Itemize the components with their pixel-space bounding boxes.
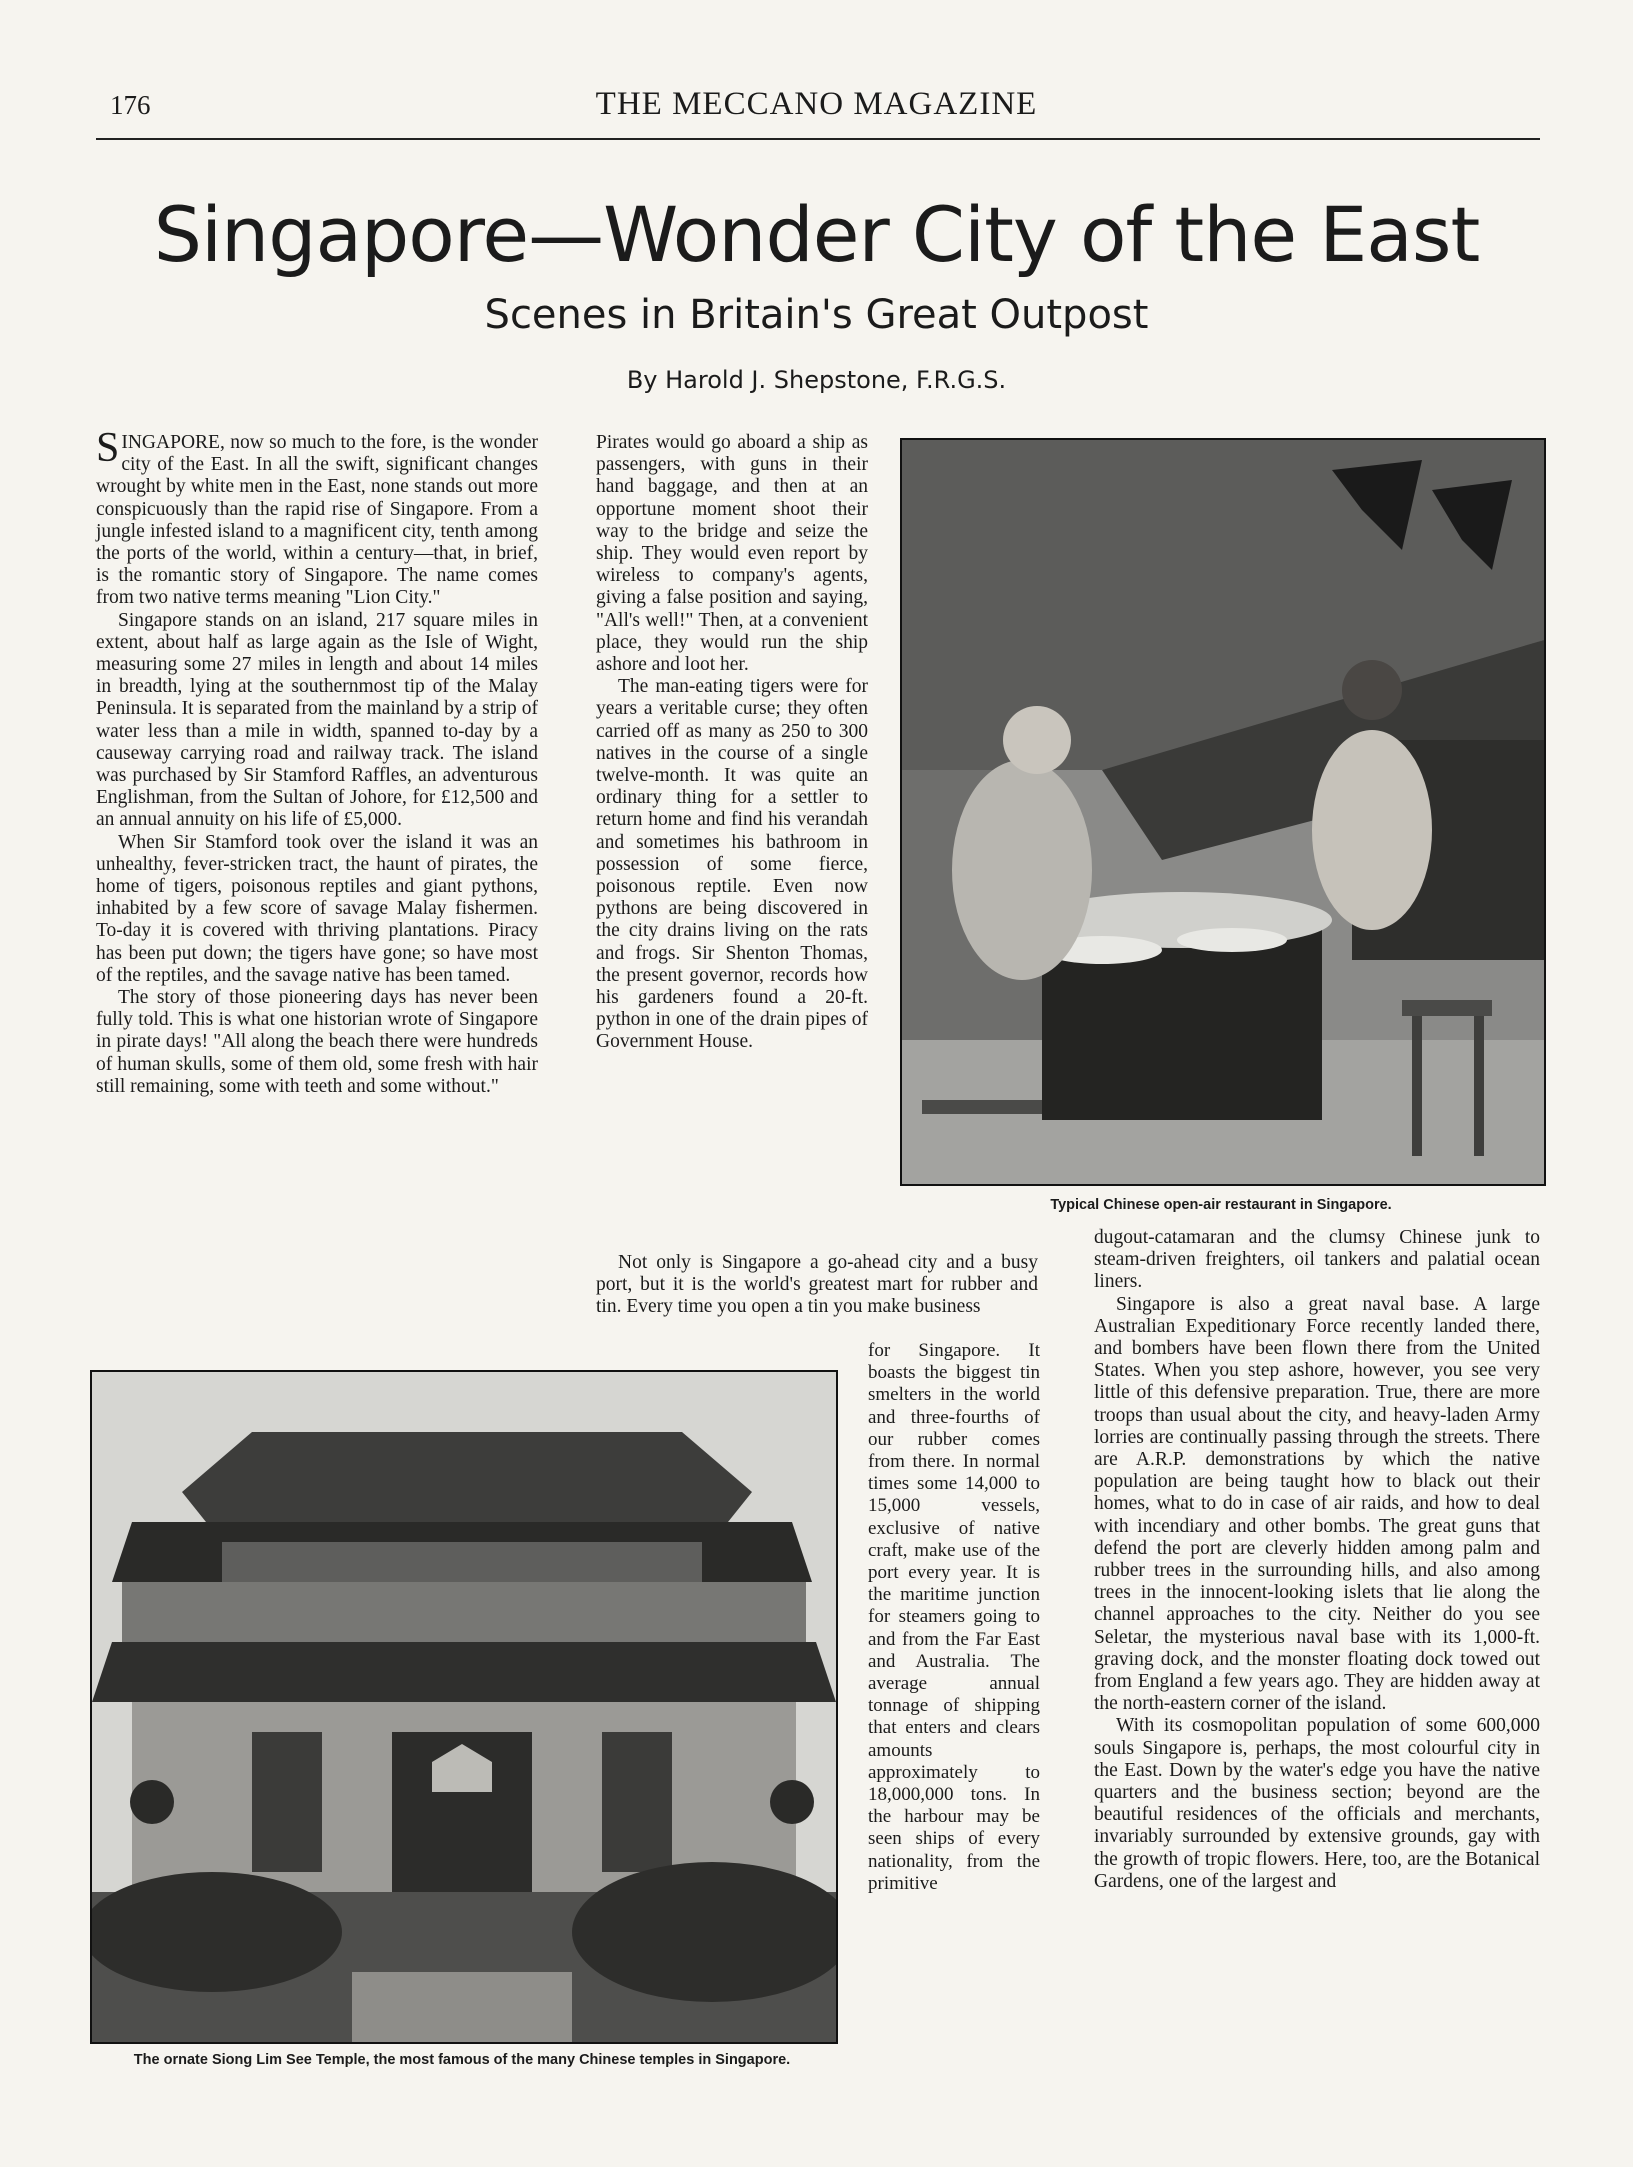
paragraph: for Singapore. It boasts the biggest tin smelters in the world and three-fourths of our rubber comes from there. In normal times some 14,000 to 15,000 vessels, exclusive of native craft, make use of the port every year. It is the maritime junction for steamers going to and from the Far East and Australia. The average annual tonnage of shipping that enters and clears amounts approximately to 18,000,000 tons. In the harbour may be seen ships of every nationality, from the primitive xyxy=(868,1340,1040,1894)
temple-photo-art xyxy=(92,1372,836,2042)
paragraph: With its cosmopolitan population of some 600,000 souls Singapore is, perhaps, the most colourful city in the East. Down by the water's edge you have the native quarters and the business section; beyond are the beautiful residences of the officials and merchants, invariably surrounded by extensive grounds, gay with the growth of tropic flowers. Here, too, are the Botanical Gardens, one of the largest and xyxy=(1094,1715,1540,1892)
restaurant-photo-art xyxy=(902,440,1544,1184)
article-title: Singapore—Wonder City of the East xyxy=(153,190,1480,279)
paragraph: The story of those pioneering days has never been fully told. This is what one historian wrote of Singapore in pirate days! "All along the beach there were hundreds of human skulls, some of them old, some fresh with hair still remaining, some with teeth and some without." xyxy=(96,987,538,1097)
temple-photo xyxy=(90,1370,838,2044)
text-column-1 xyxy=(96,425,538,1098)
paragraph xyxy=(96,425,538,610)
article-subtitle: Scenes in Britain's Great Outpost xyxy=(484,292,1149,338)
header-rule xyxy=(96,138,1540,140)
paragraph: dugout-catamaran and the clumsy Chinese junk to steam-driven freighters, oil tankers and palatial ocean liners. xyxy=(1094,1227,1540,1293)
text-column-2-wide xyxy=(596,1252,1038,1319)
article-byline: By Harold J. Shepstone, F.R.G.S. xyxy=(626,366,1007,394)
paragraph: Not only is Singapore a go-ahead city and a busy port, but it is the world's greatest mart for rubber and tin. Every time you open a tin you make business xyxy=(596,1252,1038,1318)
paragraph: Pirates would go aboard a ship as passengers, with guns in their hand baggage, and then at an opportune moment shoot their way to the bridge and seize the ship. They would even report by wireless to company's agents, giving a false position and saying, "All's well!" Then, at a convenient place, they would run the ship ashore and loot her. xyxy=(596,432,868,676)
paragraph: Singapore stands on an island, 217 square miles in extent, about half as large again as the Isle of Wight, measuring some 27 miles in length and about 14 miles in breadth, lying at the southernmost tip of the Malay Peninsula. It is separated from the mainland by a strip of water less than a mile in width, spanned to-day by a causeway carrying road and railway track. The island was purchased by Sir Stamford Raffles, an adventurous Englishman, from the Sultan of Johore, for £12,500 and an annual annuity on his life of £5,000. xyxy=(96,609,538,831)
drop-cap: S xyxy=(96,425,120,471)
paragraph: When Sir Stamford took over the island it was an unhealthy, fever-stricken tract, the haunt of pirates, the home of tigers, poisonous reptiles and giant pythons, inhabited by a few score of savage Malay fishermen. To-day it is covered with thriving plantations. Piracy has been put down; the tigers have gone; so have most of the reptiles, and the savage native has been tamed. xyxy=(96,831,538,986)
paragraph: Singapore is also a great naval base. A large Australian Expeditionary Force recently landed there, and bombers have been flown there from the United States. When you step ashore, however, you see very little of this defensive preparation. True, there are more troops than usual about the city, and heavy-laden Army lorries are continually passing through the streets. There are A.R.P. demonstrations by which the native population are being taught how to black out their homes, what to do in case of air raids, and how to deal with incendiary and other bombs. The great guns that defend the port are cleverly hidden among palm and rubber trees in the surrounding hills, and also among trees in the innocent-looking islets that lie along the channel approaches to the city. Neither do you see Seletar, the mysterious naval base with its 1,000-ft. graving dock, and the monster floating dock towed out from England a few years ago. They are hidden away at the north-eastern corner of the island. xyxy=(1094,1293,1540,1715)
paragraph: The man-eating tigers were for years a veritable curse; they often carried off as many as 250 to 300 natives in the course of a single twelve-month. It was quite an ordinary thing for a settler to return home and find his verandah and sometimes his bathroom in possession of some fierce, poisonous reptile. Even now pythons are being discovered in the city drains living on the rats and frogs. Sir Shenton Thomas, the present governor, records how his gardeners found a 20-ft. python in one of the drain pipes of Government House. xyxy=(596,676,868,1053)
paragraph-text: INGAPORE, now so much to the fore, is the wonder city of the East. In all the swift, significant changes wrought by white men in the East, none stands out more conspicuously than the rapid rise of Singapore. From a jungle infested island to a magnificent city, tenth among the ports of the world, within a century—that, in brief, is the romantic story of Singapore. The name comes from two native terms meaning "Lion City." xyxy=(96,432,538,609)
running-head: THE MECCANO MAGAZINE xyxy=(595,86,1038,122)
restaurant-photo xyxy=(900,438,1546,1186)
page-number: 176 xyxy=(110,90,151,120)
text-column-2 xyxy=(596,432,868,1054)
text-column-2-narrow xyxy=(868,1340,1040,1895)
temple-caption: The ornate Siong Lim See Temple, the most famous of the many Chinese temples in Singapore. xyxy=(133,2052,791,2068)
text-column-3 xyxy=(1094,1227,1540,1893)
restaurant-caption: Typical Chinese open-air restaurant in Singapore. xyxy=(1050,1197,1392,1213)
